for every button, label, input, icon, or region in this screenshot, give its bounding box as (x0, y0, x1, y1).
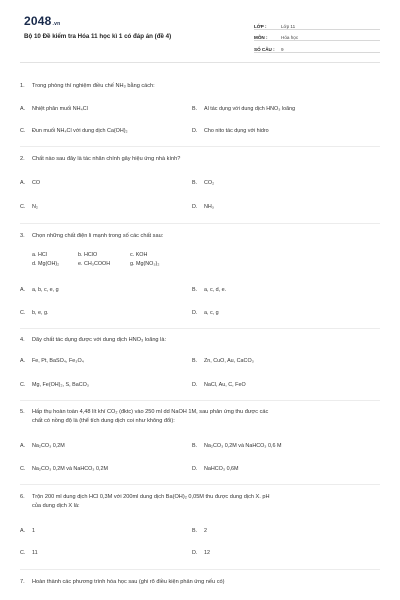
header-divider (20, 62, 380, 63)
question-divider (20, 484, 380, 485)
option-letter: B. (192, 443, 198, 449)
meta-row-count (254, 41, 380, 53)
question-number: 4. (20, 337, 25, 343)
option-letter: A. (20, 443, 26, 449)
option-text: a, c, g (204, 310, 219, 316)
question-2 (20, 155, 380, 164)
option-letter: C. (20, 550, 26, 556)
question-text: Trong phòng thí nghiệm điều chế NH₃ bằng cách: (32, 83, 155, 89)
option-4a[interactable] (20, 358, 84, 364)
option-3b[interactable] (192, 287, 226, 293)
option-letter: B. (192, 528, 198, 534)
option-letter: C. (20, 204, 26, 210)
option-6d[interactable] (192, 550, 210, 556)
option-text: N₂ (32, 204, 38, 210)
option-text: Fe, Pt, BaSO₄, Fe₃O₄ (32, 358, 84, 364)
option-text: NaCl, Au, C, FeO (204, 382, 246, 388)
option-letter: C. (20, 466, 26, 472)
option-6b[interactable] (192, 528, 207, 534)
option-text: 12 (204, 550, 210, 556)
option-text: 2 (204, 528, 207, 534)
meta-value: Lớp 11 (281, 23, 296, 29)
option-5c[interactable] (20, 466, 108, 472)
meta-row-subject (254, 30, 380, 42)
option-text: CO₂ (204, 180, 215, 186)
question-1 (20, 82, 380, 91)
option-letter: D. (192, 382, 198, 388)
option-5d[interactable] (192, 466, 239, 472)
meta-value: 9 (281, 46, 284, 52)
question-number: 1. (20, 83, 25, 89)
option-1a[interactable] (20, 106, 88, 112)
meta-value: Hóa học (281, 35, 299, 40)
option-letter: C. (20, 310, 26, 316)
option-text: Đun muối NH₄Cl với dung dịch Ca(OH)₂ (32, 128, 128, 134)
substance-item: c. KOH (130, 252, 148, 258)
question-divider (20, 328, 380, 329)
option-text: Zn, CuO, Au, CaCO₃ (204, 358, 254, 364)
option-text: a, b, c, e, g (32, 287, 59, 293)
option-letter: D. (192, 550, 198, 556)
document-meta (254, 18, 380, 53)
option-6a[interactable] (20, 528, 35, 534)
option-1c[interactable] (20, 128, 128, 134)
logo-suffix: .vn (52, 21, 61, 27)
option-4b[interactable] (192, 358, 254, 364)
option-letter: A. (20, 528, 26, 534)
option-text: Mg, Fe(OH)₂, S, BaCO₃ (32, 382, 90, 388)
option-letter: B. (192, 180, 198, 186)
option-2a[interactable] (20, 180, 40, 186)
option-text: a, c, d, e. (204, 287, 227, 293)
question-number: 5. (20, 409, 25, 415)
option-letter: D. (192, 204, 198, 210)
option-letter: D. (192, 310, 198, 316)
question-text: Chất nào sau đây là tác nhân chính gây hiệu ứng nhà kính? (32, 156, 181, 162)
substance-item: e. CH₃COOH (78, 261, 111, 267)
option-text: 11 (32, 550, 38, 556)
option-text: Na₂CO₃ 0,2M (32, 443, 65, 449)
option-4d[interactable] (192, 382, 246, 388)
option-text: NaHCO₃ 0,6M (204, 466, 239, 472)
option-text: Na₂CO₃ 0,2M và NaHCO₃ 0,6 M (204, 443, 282, 449)
substance-item: a. HCl (32, 252, 47, 258)
question-text-continued: của dung dịch X là: (32, 502, 80, 509)
option-text: b, e, g. (32, 310, 49, 316)
option-text: Al tác dụng với dung dịch HNO₃ loãng (204, 106, 296, 112)
option-letter: A. (20, 287, 26, 293)
meta-label: LỚP : (254, 23, 267, 29)
question-divider (20, 223, 380, 224)
option-3a[interactable] (20, 287, 59, 293)
option-letter: D. (192, 466, 198, 472)
question-text: Dãy chất tác dụng được với dung dịch HNO₃ loãng là: (32, 337, 167, 343)
option-5b[interactable] (192, 443, 281, 449)
question-number: 7. (20, 579, 25, 585)
question-divider (20, 400, 380, 401)
option-text: NH₃ (204, 204, 214, 210)
question-6 (20, 493, 380, 511)
question-text: Chọn những chất điện li mạnh trong số các chất sau: (32, 233, 164, 239)
option-letter: C. (20, 382, 26, 388)
question-text-continued: chất có nồng độ là (thể tích dung dịch coi như không đổi): (32, 417, 175, 424)
question-text: Hoàn thành các phương trình hóa học sau (ghi rõ điều kiện phản ứng nếu có) (32, 579, 225, 585)
option-1d[interactable] (192, 128, 269, 134)
question-divider (20, 146, 380, 147)
site-logo[interactable] (24, 14, 60, 28)
question-divider (20, 569, 380, 570)
question-number: 6. (20, 494, 25, 500)
option-letter: A. (20, 180, 26, 186)
option-3d[interactable] (192, 310, 219, 316)
question-text: Hấp thụ hoàn toàn 4,48 lít khí CO₂ (đktc) vào 250 ml dd NaOH 1M, sau phản ứng thu được các (32, 409, 269, 415)
option-text: 1 (32, 528, 35, 534)
substance-item: g. Mg(NO₃)₂ (130, 261, 160, 267)
question-3-items (20, 251, 380, 269)
question-number: 3. (20, 233, 25, 239)
document-title: Bộ 10 Đề kiểm tra Hóa 11 học kì 1 có đáp án (đề 4) (24, 33, 172, 40)
option-2c[interactable] (20, 204, 38, 210)
question-text: Trộn 200 ml dung dịch HCl 0,3M với 200ml dung dịch Ba(OH)₂ 0,05M thu được dung dịch X. pH (32, 494, 270, 500)
substance-item: d. Mg(OH)₂ (32, 261, 60, 267)
option-text: Cho nito tác dụng với hidro (204, 128, 269, 134)
option-letter: B. (192, 287, 198, 293)
option-4c[interactable] (20, 382, 89, 388)
option-1b[interactable] (192, 106, 295, 112)
option-6c[interactable] (20, 550, 38, 556)
meta-label: MÔN : (254, 35, 268, 40)
question-number: 2. (20, 156, 25, 162)
meta-row-class (254, 18, 380, 30)
option-2b[interactable] (192, 180, 214, 186)
option-text: CO (32, 180, 41, 186)
question-7 (20, 578, 380, 587)
meta-label: SỐ CÂU : (254, 46, 275, 52)
question-5 (20, 408, 380, 426)
question-4 (20, 336, 380, 345)
option-5a[interactable] (20, 443, 65, 449)
option-letter: D. (192, 128, 198, 134)
substance-item: b. HClO (78, 252, 98, 258)
logo-text: 2048 (24, 14, 52, 28)
option-2d[interactable] (192, 204, 214, 210)
option-3c[interactable] (20, 310, 48, 316)
question-3 (20, 232, 380, 241)
option-letter: A. (20, 106, 26, 112)
option-letter: C. (20, 128, 26, 134)
option-text: Na₂CO₃ 0,2M và NaHCO₃ 0,2M (32, 466, 108, 472)
option-letter: B. (192, 358, 198, 364)
option-letter: A. (20, 358, 26, 364)
option-text: Nhiệt phân muối NH₄Cl (32, 106, 88, 112)
option-letter: B. (192, 106, 198, 112)
